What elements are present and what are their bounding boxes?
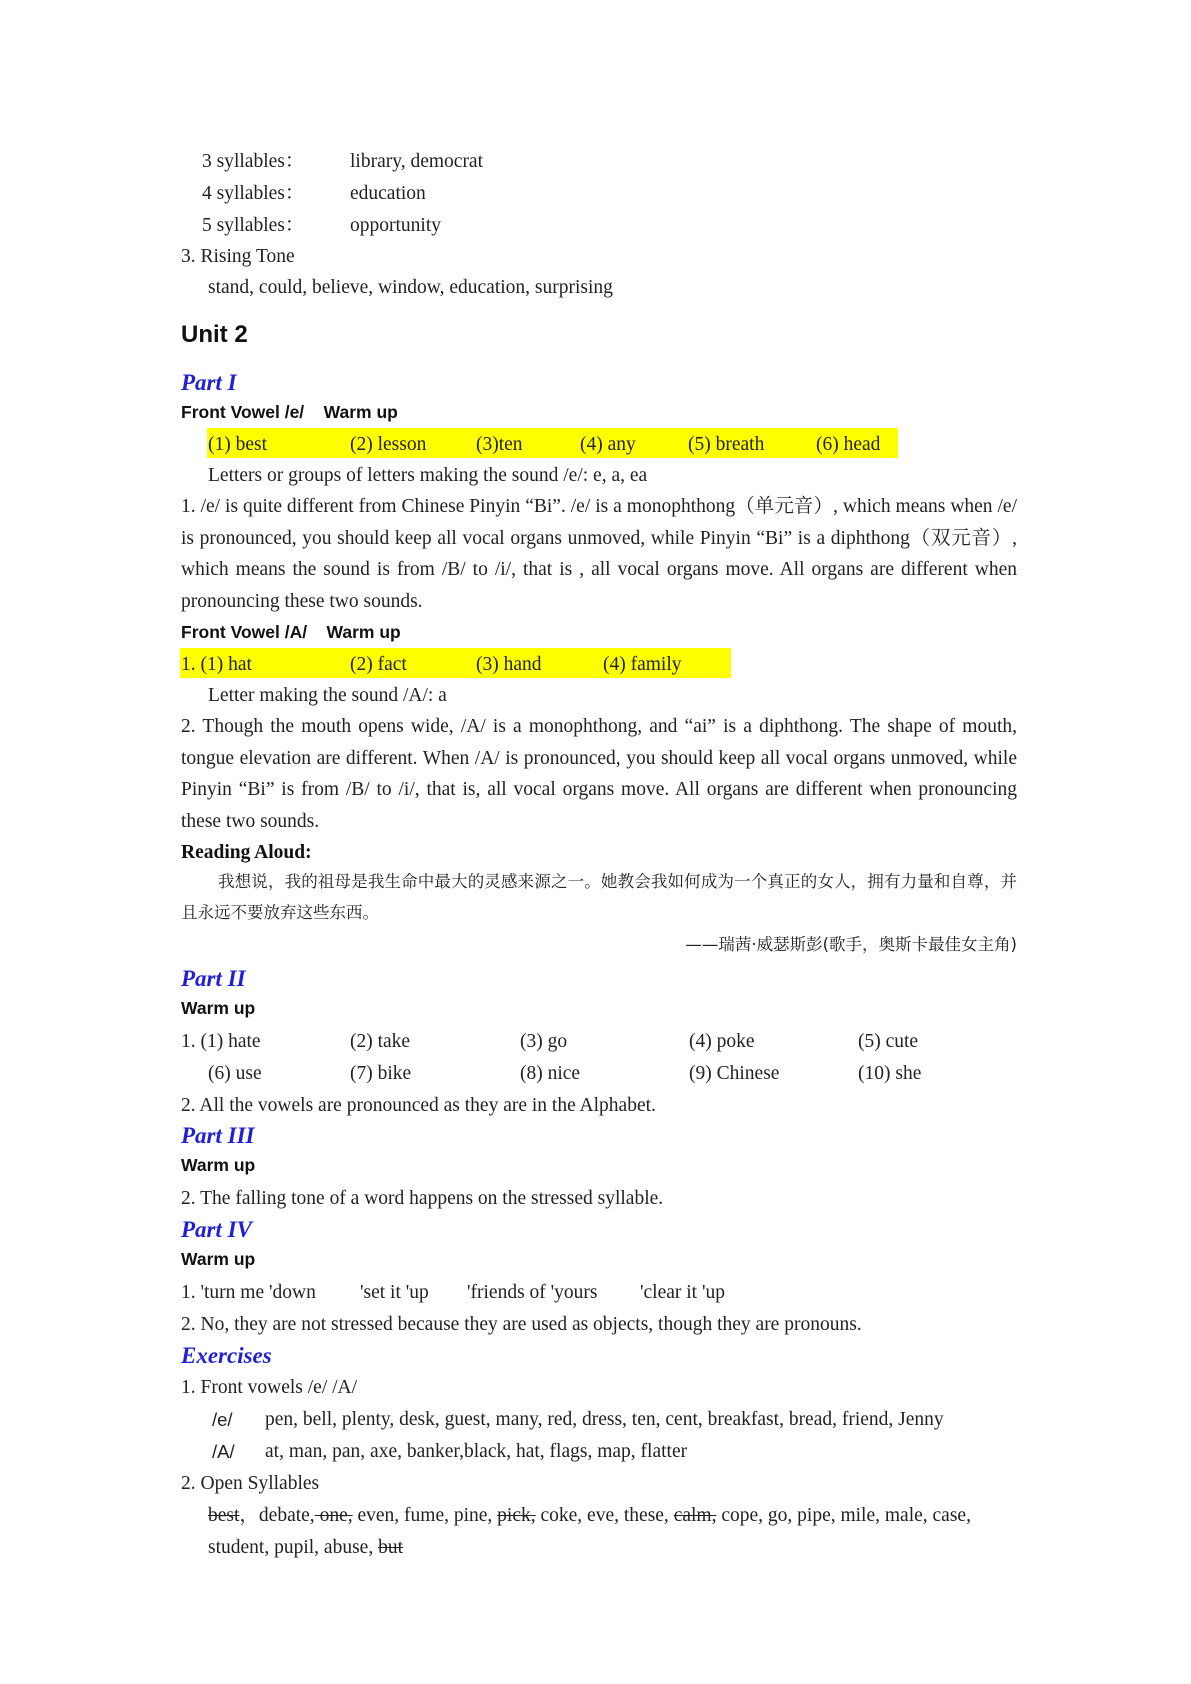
word-a-4: (4) family [603, 654, 682, 675]
reading-aloud-title: Reading Aloud: [181, 842, 312, 863]
unit-title: Unit 2 [181, 321, 248, 348]
front-vowel-a-heading: Front Vowel /A/ Warm up [181, 622, 401, 642]
paragraph-e: 1. /e/ is quite different from Chinese Pinyin “Bi”. /e/ is a monophthong（单元音）, which means when /e/ is pronounced, you should keep all vocal organs unmoved, while Pinyin “Bi” is a diphthong（双元音）, which means the sound is from /B/ to /i/, that is , all vocal organs move. All organs are different when pronouncing these two sounds. [181, 496, 1017, 612]
letters-a: Letter making the sound /A/: a [208, 685, 447, 706]
struck-word: best [208, 1505, 240, 1526]
word-group: even, fume, pine, [352, 1505, 498, 1526]
p2-word-2: (2) take [350, 1031, 411, 1052]
rising-tone-words: stand, could, believe, window, education, surprising [208, 277, 613, 298]
p4-item-4: 'clear it 'up [640, 1282, 725, 1303]
word-e-2: (2) lesson [350, 434, 427, 455]
struck-word: calm, [673, 1505, 717, 1526]
highlight-e-words [207, 428, 898, 458]
p2-word-9: (9) Chinese [689, 1063, 780, 1084]
syllable-words-3: library, democrat [350, 151, 484, 172]
part-3-warmup: Warm up [181, 1155, 256, 1175]
word-group: student, pupil, abuse, [208, 1537, 379, 1558]
p2-note: 2. All the vowels are pronounced as they are in the Alphabet. [181, 1095, 656, 1116]
a-words: at, man, pan, axe, banker,black, hat, flags, map, flatter [265, 1441, 688, 1462]
word-e-6: (6) head [816, 434, 881, 455]
p4-item-1: 1. 'turn me 'down [181, 1282, 316, 1303]
p2-word-8: (8) nice [520, 1063, 581, 1084]
reading-attribution: ——瑞茜·威瑟斯彭(歌手，奥斯卡最佳女主角) [685, 935, 1017, 954]
p2-word-3: (3) go [520, 1031, 568, 1052]
syllable-words-4: education [350, 183, 426, 204]
part-2-warmup: Warm up [181, 998, 256, 1018]
exercise-2-title: 2. Open Syllables [181, 1473, 320, 1494]
word-e-1: (1) best [208, 434, 268, 455]
struck-word: but [378, 1537, 403, 1558]
part-4-title: Part IV [181, 1217, 252, 1242]
word-e-4: (4) any [580, 434, 636, 455]
p2-word-7: (7) bike [350, 1063, 412, 1084]
part-4-warmup: Warm up [181, 1249, 256, 1269]
letters-e: Letters or groups of letters making the sound /e/: e, a, ea [208, 465, 648, 486]
part-1-title: Part I [181, 370, 237, 395]
p4-note: 2. No, they are not stressed because they are used as objects, though they are pronouns. [181, 1314, 862, 1335]
e-words: pen, bell, plenty, desk, guest, many, red, dress, ten, cent, breakfast, bread, friend, Jenny [265, 1409, 944, 1430]
p2-word-1: 1. (1) hate [181, 1031, 261, 1052]
part-3-title: Part III [181, 1123, 255, 1148]
struck-word: pick, [497, 1505, 536, 1526]
p4-item-3: 'friends of 'yours [467, 1282, 598, 1303]
p3-note: 2. The falling tone of a word happens on the stressed syllable. [181, 1188, 664, 1209]
word-a-1: 1. (1) hat [181, 654, 252, 675]
exercise-1-title: 1. Front vowels /e/ /A/ [181, 1377, 358, 1398]
word-a-3: (3) hand [476, 654, 542, 675]
p2-word-10: (10) she [858, 1063, 922, 1084]
word-a-2: (2) fact [350, 654, 407, 675]
paragraph-a: 2. Though the mouth opens wide, /A/ is a monophthong, and “ai” is a diphthong. The shape of mouth, tongue elevation are different. When /A/ is pronounced, you should keep all vocal organs unmoved, while Pinyin “Bi” is from /B/ to /i/, that is, all vocal organs move. All organs are different when pronouncing these two sounds. [181, 716, 1017, 832]
syllable-label-4: 4 syllables： [202, 183, 305, 204]
part-2-title: Part II [181, 966, 246, 991]
word-e-5: (5) breath [688, 434, 765, 455]
p2-word-4: (4) poke [689, 1031, 755, 1052]
word-e-3: (3)ten [476, 434, 523, 455]
word-group: cope, go, pipe, mile, male, case, [716, 1505, 971, 1526]
e-label: /e/ [212, 1409, 233, 1430]
struck-word: one, [314, 1505, 353, 1526]
open-syllables-line-1 [208, 1506, 971, 1526]
syllable-words-5: opportunity [350, 215, 441, 236]
p4-item-2: 'set it 'up [360, 1282, 429, 1303]
rising-tone-title: 3. Rising Tone [181, 246, 295, 267]
exercises-title: Exercises [181, 1343, 272, 1368]
front-vowel-e-heading: Front Vowel /e/ Warm up [181, 402, 398, 422]
syllable-label-5: 5 syllables： [202, 215, 305, 236]
a-label: /A/ [212, 1441, 235, 1462]
syllable-label-3: 3 syllables： [202, 151, 305, 172]
reading-aloud-text: 我想说，我的祖母是我生命中最大的灵感来源之一。她教会我如何成为一个真正的女人，拥有力量和自尊，并且永远不要放弃这些东西。 [181, 872, 1017, 922]
p2-word-6: (6) use [208, 1063, 262, 1084]
word-group: ，debate, [239, 1505, 315, 1526]
open-syllables-line-2 [208, 1538, 403, 1558]
word-group: coke, eve, these, [535, 1505, 674, 1526]
p2-word-5: (5) cute [858, 1031, 919, 1052]
